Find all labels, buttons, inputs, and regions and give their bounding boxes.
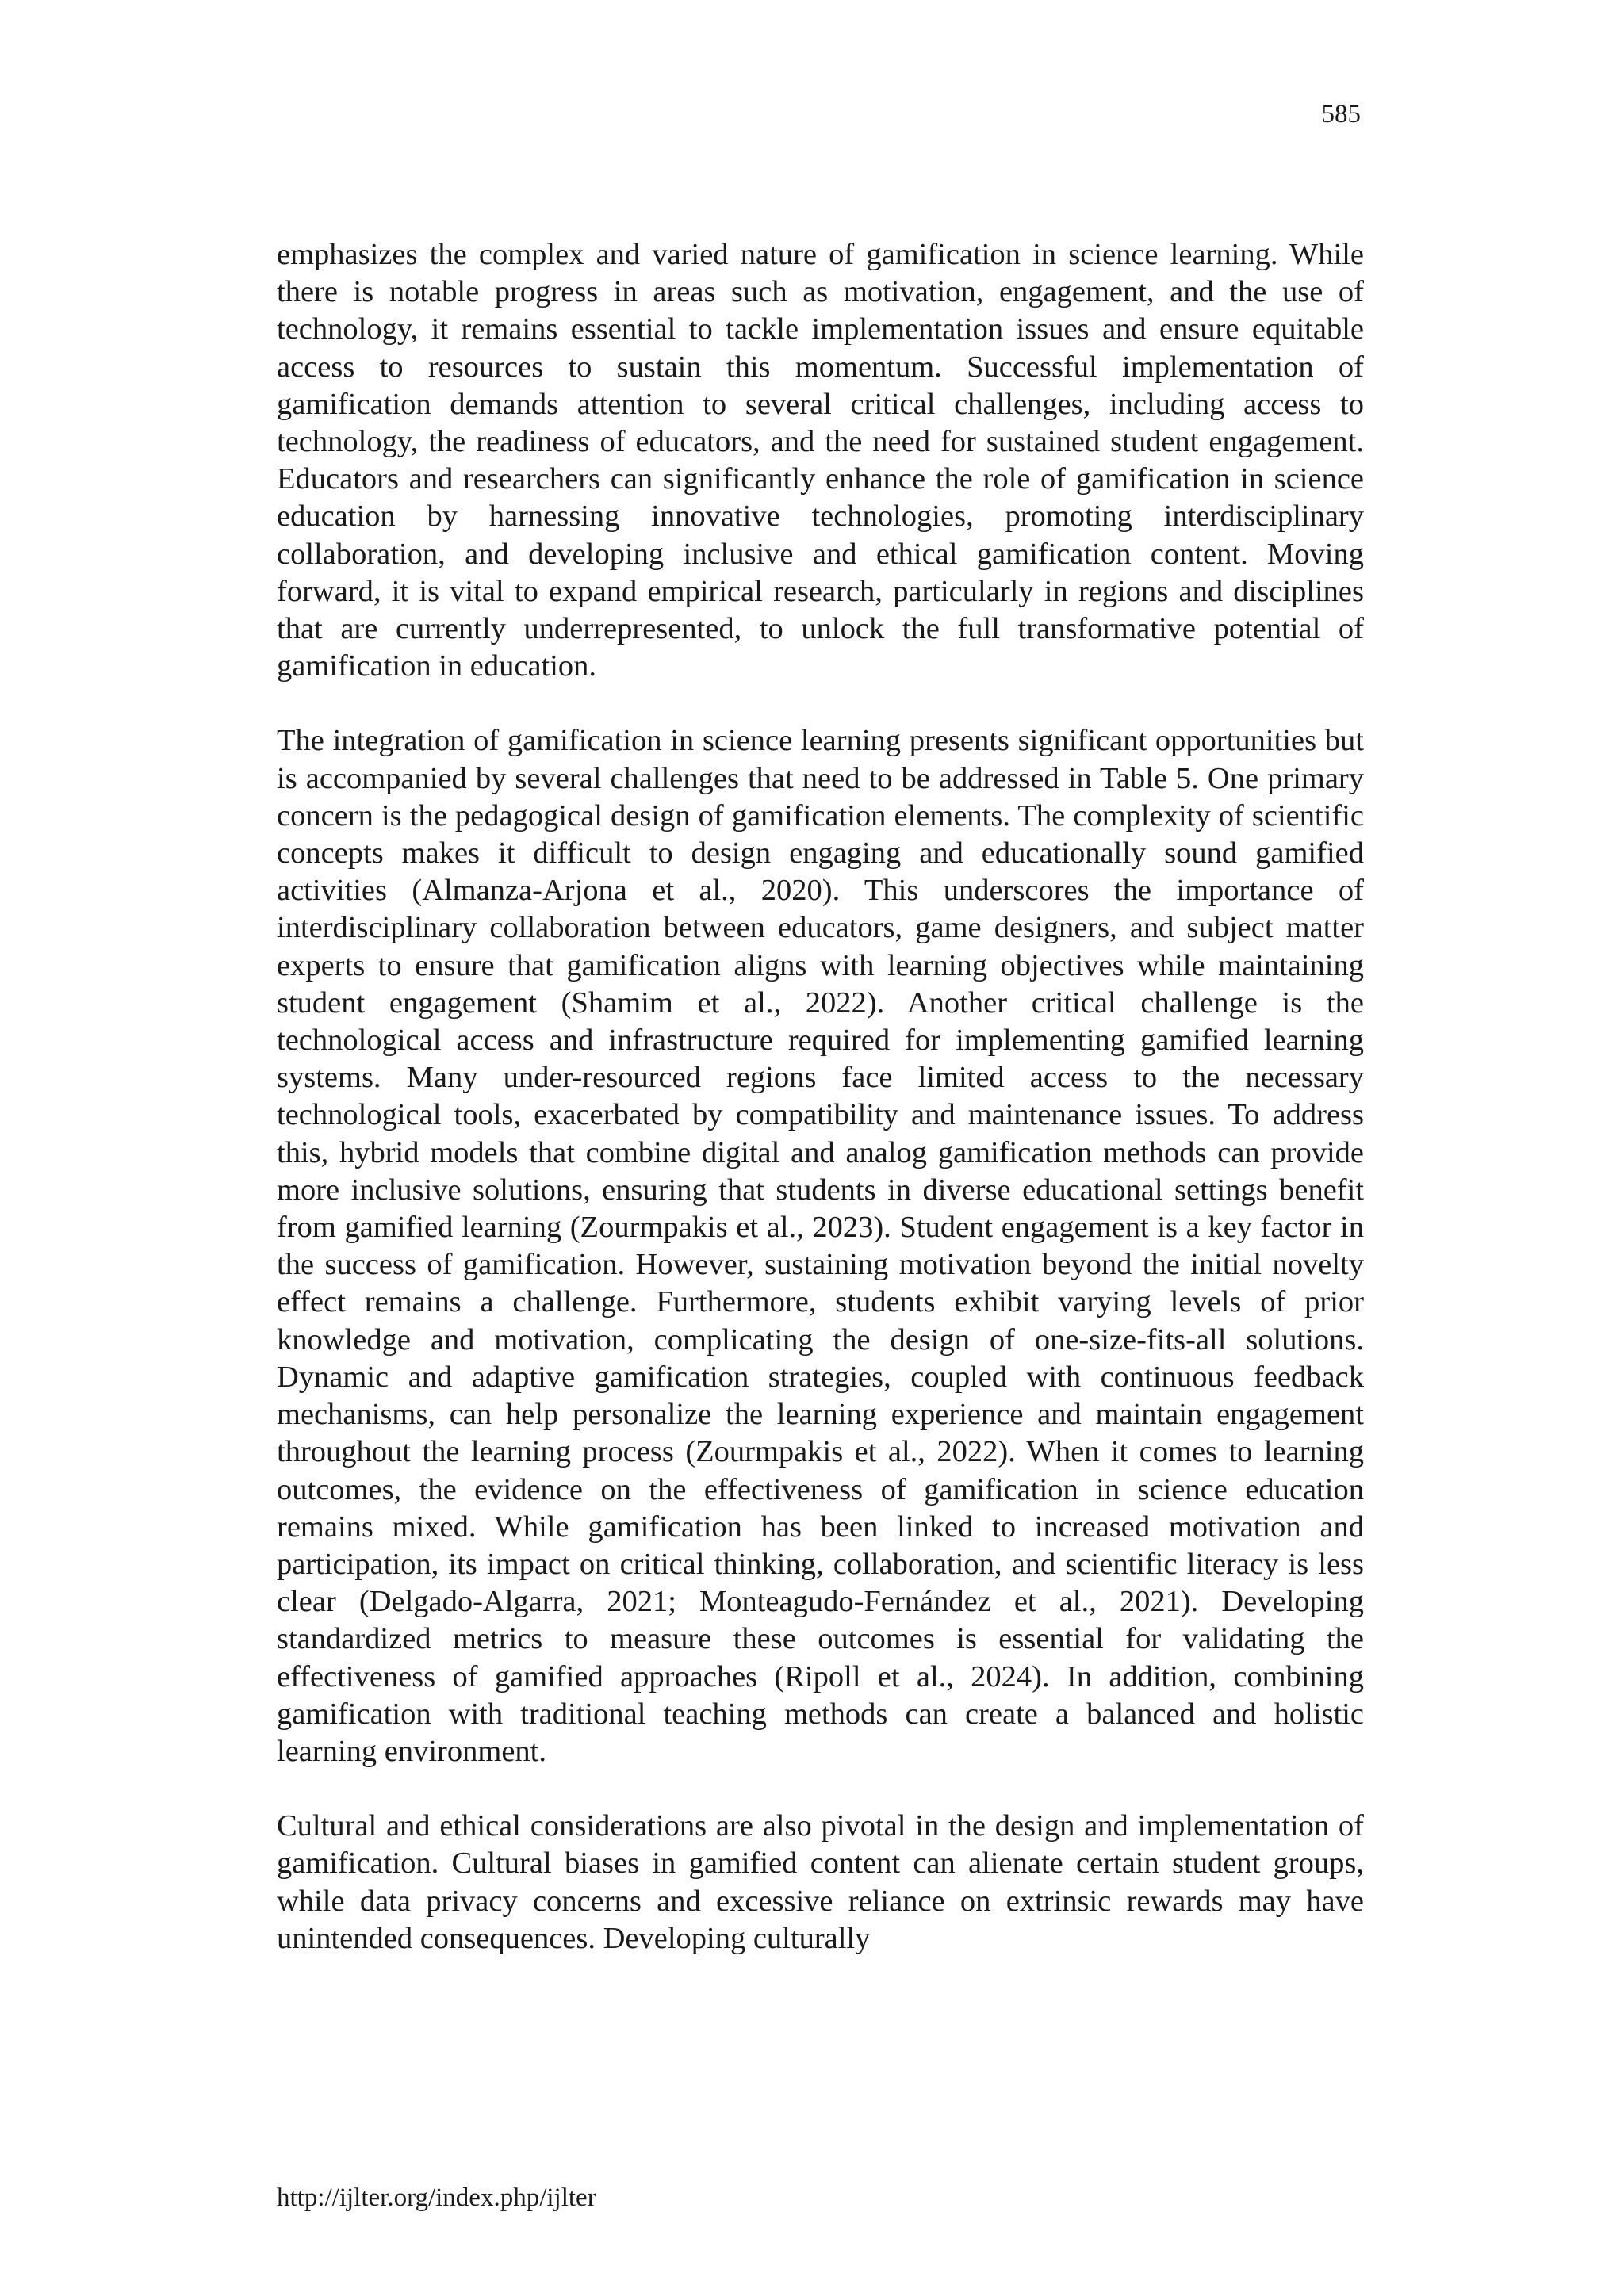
footer-url[interactable]: http://ijlter.org/index.php/ijlter: [277, 2183, 596, 2212]
paragraph-2: The integration of gamification in science learning presents significant opportunities but is accompanied by several challenges that need to be addressed in Table 5. One primary concern is the pedagogical design of gamification elements. The complexity of scientific concepts makes it difficult to design engaging and educationally sound gamified activities (Almanza-Arjona et al., 2020). This underscores the importance of interdisciplinary collaboration between educators, game designers, and subject matter experts to ensure that gamification aligns with learning objectives while maintaining student engagement (Shamim et al., 2022). Another critical challenge is the technological access and infrastructure required for implementing gamified learning systems. Many under-resourced regions face limited access to the necessary technological tools, exacerbated by compatibility and maintenance issues. To address this, hybrid models that combine digital and analog gamification methods can provide more inclusive solutions, ensuring that students in diverse educational settings benefit from gamified learning (Zourmpakis et al., 2023). Student engagement is a key factor in the success of gamification. However, sustaining motivation beyond the initial novelty effect remains a challenge. Furthermore, students exhibit varying levels of prior knowledge and motivation, complicating the design of one-size-fits-all solutions. Dynamic and adaptive gamification strategies, coupled with continuous feedback mechanisms, can help personalize the learning experience and maintain engagement throughout the learning process (Zourmpakis et al., 2022). When it comes to learning outcomes, the evidence on the effectiveness of gamification in science education remains mixed. While gamification has been linked to increased motivation and participation, its impact on critical thinking, collaboration, and scientific literacy is less clear (Delgado-Algarra, 2021; Monteagudo-Fernández et al., 2021). Developing standardized metrics to measure these outcomes is essential for validating the effectiveness of gamified approaches (Ripoll et al., 2024). In addition, combining gamification with traditional teaching methods can create a balanced and holistic learning environment.: [277, 724, 1364, 1768]
page-number: 585: [1321, 100, 1361, 128]
body-text: [277, 236, 1364, 1995]
paragraph-3: Cultural and ethical considerations are also pivotal in the design and implementation of gamification. Cultural biases in gamified content can alienate certain student groups, while data privacy concerns and excessive reliance on extrinsic rewards may have unintended consequences. Developing culturally: [277, 1809, 1364, 1955]
paragraph-1: emphasizes the complex and varied nature of gamification in science learning. While there is notable progress in areas such as motivation, engagement, and the use of technology, it remains essential to tackle implementation issues and ensure equitable access to resources to sustain this momentum. Successful implementation of gamification demands attention to several critical challenges, including access to technology, the readiness of educators, and the need for sustained student engagement. Educators and researchers can significantly enhance the role of gamification in science education by harnessing innovative technologies, promoting interdisciplinary collaboration, and developing inclusive and ethical gamification content. Moving forward, it is vital to expand empirical research, particularly in regions and disciplines that are currently underrepresented, to unlock the full transformative potential of gamification in education.: [277, 238, 1364, 683]
